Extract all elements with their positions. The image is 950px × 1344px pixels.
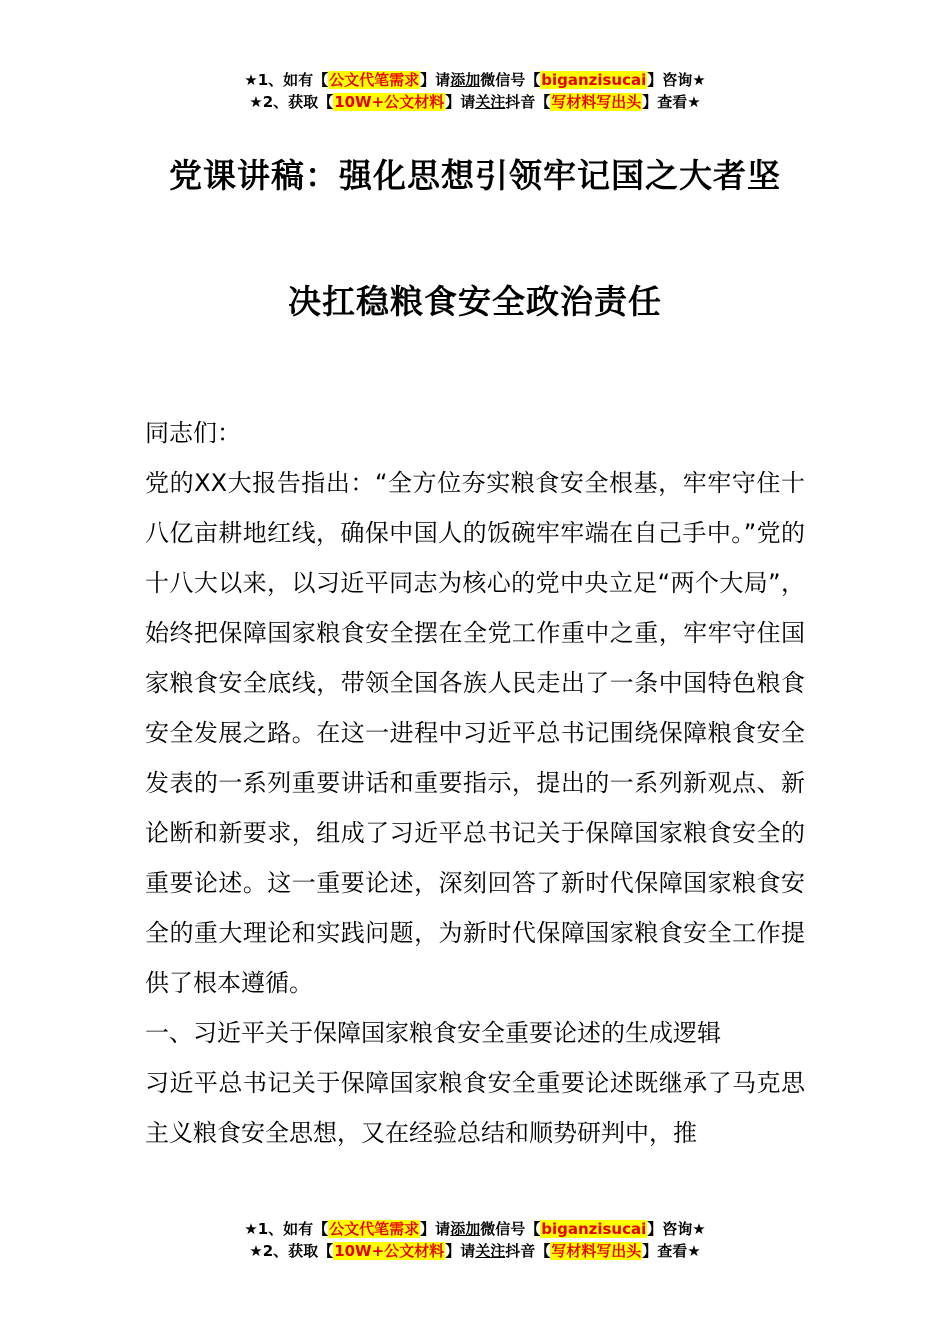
banner-highlight: 10W+公文材料 — [334, 1242, 445, 1260]
banner-highlight: 写材料写出头 — [551, 1242, 642, 1260]
document-title-line-2: 决扛稳粮食安全政治责任 — [288, 282, 662, 321]
paragraph: 习近平总书记关于保障国家粮食安全重要论述既继承了马克思主义粮食安全思想，又在经验总结和顺势研判中，推 — [145, 1069, 805, 1147]
banner-highlight: biganzisucai — [541, 1220, 647, 1238]
document-title-line-1: 党课讲稿：强化思想引领牢记国之大者坚 — [169, 156, 781, 195]
banner-highlight: 公文代笔需求 — [329, 71, 420, 89]
banner-highlight: biganzisucai — [541, 71, 647, 89]
salutation: 同志们： — [145, 419, 241, 447]
banner-highlight: 10W+公文材料 — [334, 93, 445, 111]
banner-highlight: 写材料写出头 — [551, 93, 642, 111]
footer-banner — [0, 1218, 950, 1262]
banner-line-2: ★2、获取【10W+公文材料】请关注抖音【写材料写出头】查看★ — [249, 1242, 701, 1260]
banner-line-1: ★1、如有【公文代笔需求】请添加微信号【biganzisucai】咨询★ — [244, 71, 706, 89]
banner-highlight: 公文代笔需求 — [329, 1220, 420, 1238]
banner-line-2: ★2、获取【10W+公文材料】请关注抖音【写材料写出头】查看★ — [249, 93, 701, 111]
header-banner — [0, 69, 950, 113]
banner-line-1: ★1、如有【公文代笔需求】请添加微信号【biganzisucai】咨询★ — [244, 1220, 706, 1238]
paragraph: 党的XX大报告指出：“全方位夯实粮食安全根基，牢牢守住十八亿亩耕地红线，确保中国人的饭碗牢牢端在自己手中。”党的十八大以来，以习近平同志为核心的党中央立足“两个大局”，始终把保障国家粮食安全摆在全党工作重中之重，牢牢守住国家粮食安全底线，带领全国各族人民走出了一条中国特色粮食安全发展之路。在这一进程中习近平总书记围绕保障粮食安全发表的一系列重要讲话和重要指示，提出的一系列新观点、新论断和新要求，组成了习近平总书记关于保障国家粮食安全的重要论述。这一重要论述，深刻回答了新时代保障国家粮食安全的重大理论和实践问题，为新时代保障国家粮食安全工作提供了根本遵循。 — [145, 469, 805, 997]
section-heading: 一、习近平关于保障国家粮食安全重要论述的生成逻辑 — [145, 1019, 721, 1047]
document-body — [145, 408, 805, 1158]
